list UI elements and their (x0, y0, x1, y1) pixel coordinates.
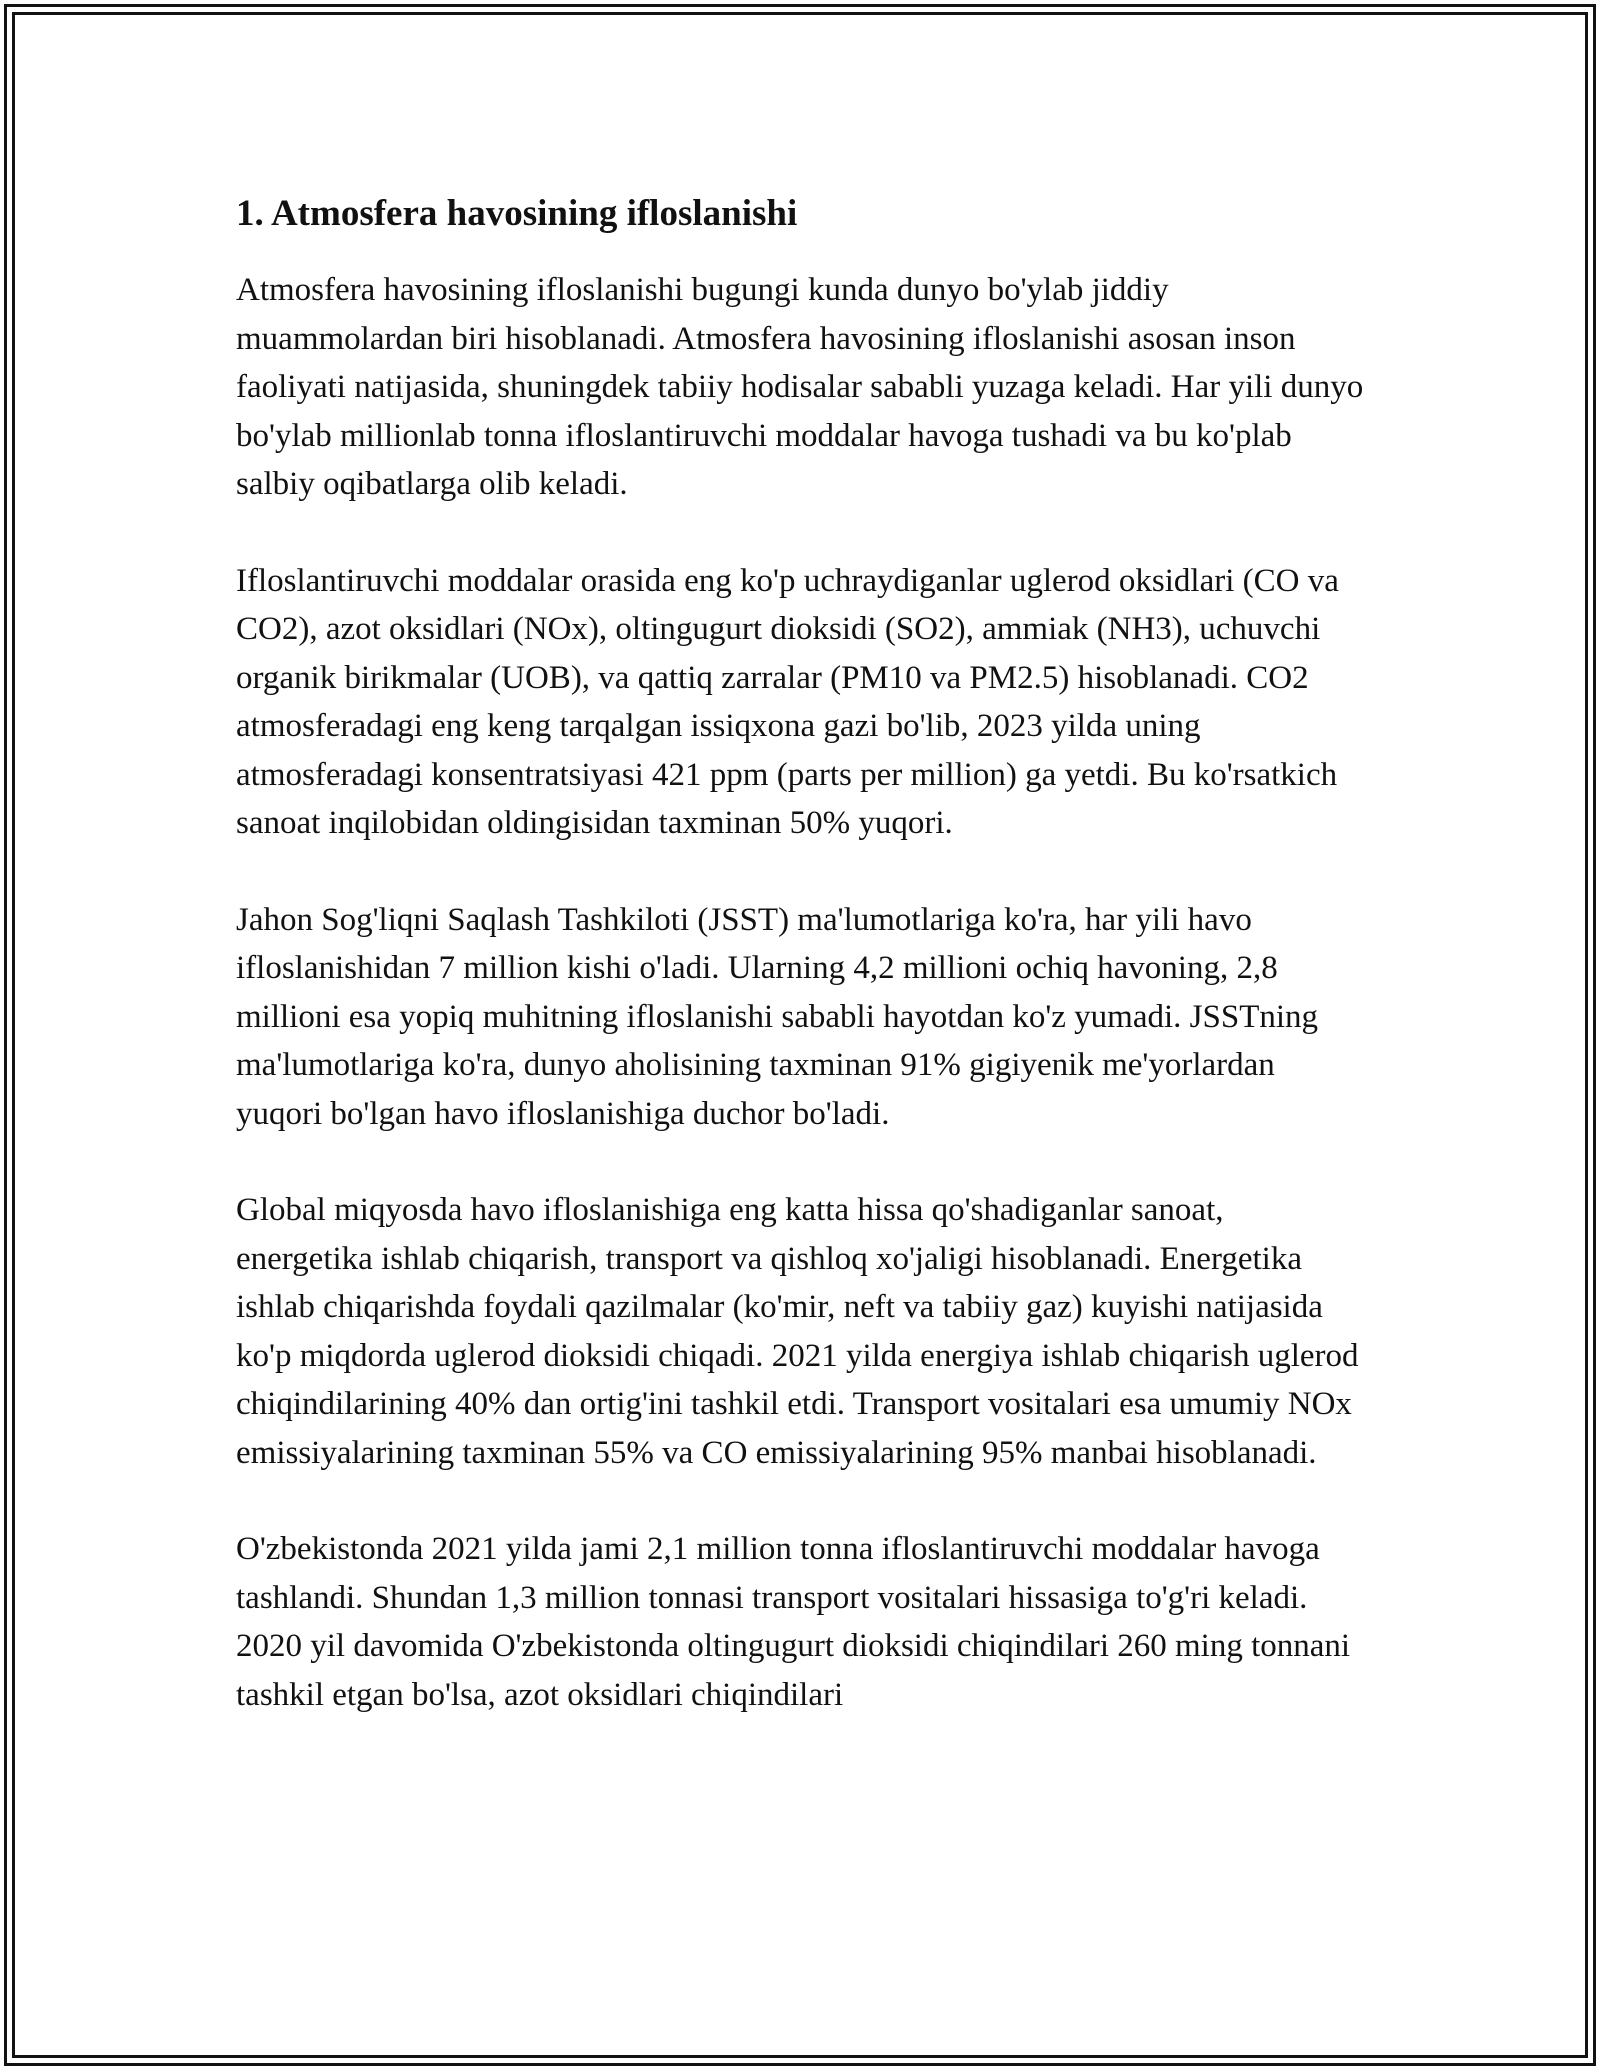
paragraph-who-data: Jahon Sog'liqni Saqlash Tashkiloti (JSST) ma'lumotlariga ko'ra, har yili havo ifloslanishidan 7 million kishi o'ladi. Ularning 4,2 millioni ochiq havoning, 2,8 millioni esa yopiq muhitning ifloslanishi sababli hayotdan ko'z yumadi. JSSTning ma'lumotlariga ko'ra, dunyo aholisining taxminan 91% gigiyenik me'yorlardan yuqori bo'lgan havo ifloslanishiga duchor bo'ladi. (236, 901, 1319, 1132)
paragraph-intro: Atmosfera havosining ifloslanishi bugungi kunda dunyo bo'ylab jiddiy muammolardan biri hisoblanadi. Atmosfera havosining ifloslanishi asosan inson faoliyati natijasida, shuningdek tabiiy hodisalar sababli yuzaga keladi. Har yili dunyo bo'ylab millionlab tonna ifloslantiruvchi moddalar havoga tushadi va bu ko'plab salbiy oqibatlarga olib keladi. (236, 272, 1364, 502)
section-heading: 1. Atmosfera havosining ifloslanishi (236, 193, 798, 234)
paragraph-uzbekistan: O'zbekistonda 2021 yilda jami 2,1 million tonna ifloslantiruvchi moddalar havoga tashlandi. Shundan 1,3 million tonnasi transport vositalari hissasiga to'g'ri keladi. 2020 yil davomida O'zbekistonda oltingugurt dioksidi chiqindilari 260 ming tonnani tashkil etgan bo'lsa, azot oksidlari chiqindilari (236, 1531, 1351, 1713)
paragraph-global-sources: Global miqyosda havo ifloslanishiga eng katta hissa qo'shadiganlar sanoat, energetika ishlab chiqarish, transport va qishloq xo'jaligi hisoblanadi. Energetika ishlab chiqarishda foydali qazilmalar (ko'mir, neft va tabiiy gaz) kuyishi natijasida ko'p miqdorda uglerod dioksidi chiqadi. 2021 yilda energiya ishlab chiqarish uglerod chiqindilarining 40% dan ortig'ini tashkil etdi. Transport vositalari esa umumiy NOx emissiyalarining taxminan 55% va CO emissiyalarining 95% manbai hisoblanadi. (236, 1192, 1359, 1471)
paragraph-pollutants: Ifloslantiruvchi moddalar orasida eng ko'p uchraydiganlar uglerod oksidlari (CO va CO2), azot oksidlari (NOx), oltingugurt dioksidi (SO2), ammiak (NH3), uchuvchi organik birikmalar (UOB), va qattiq zarralar (PM10 va PM2.5) hisoblanadi. CO2 atmosferadagi eng keng tarqalgan issiqxona gazi bo'lib, 2023 yilda uning atmosferadagi konsentratsiyasi 421 ppm (parts per million) ga yetdi. Bu ko'rsatkich sanoat inqilobidan oldingisidan taxminan 50% yuqori. (236, 562, 1339, 841)
document-body (236, 186, 1366, 1719)
